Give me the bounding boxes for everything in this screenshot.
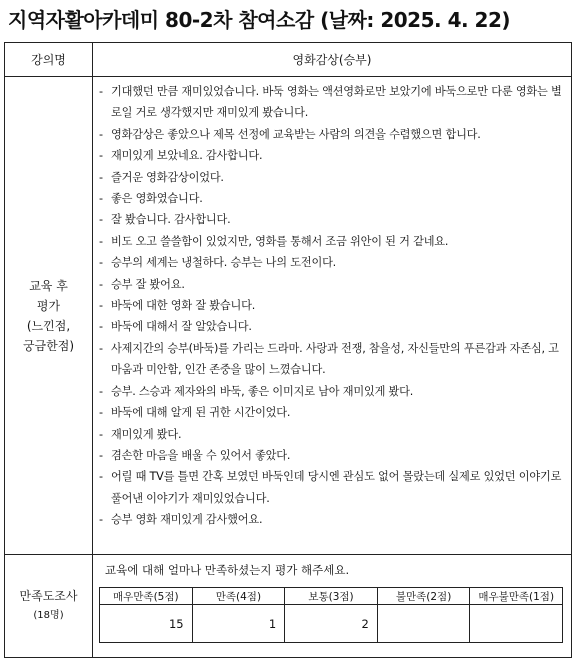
comment-item: - 좋은 영화였습니다. — [97, 188, 563, 209]
comments-label-line-1: 교육 후 — [29, 278, 68, 293]
comment-item: - 겸손한 마음을 배울 수 있어서 좋았다. — [97, 445, 563, 466]
comments-label — [5, 77, 93, 555]
rating-value: 15 — [100, 605, 193, 643]
survey-count: (18명) — [33, 610, 64, 621]
comment-item: - 즐거운 영화감상이었다. — [97, 167, 563, 188]
comment-item: - 승부 영화 재미있게 감사했어요. — [97, 509, 563, 530]
rating-value — [377, 605, 470, 643]
comment-item: - 재미있게 보았네요. 감사합니다. — [97, 145, 563, 166]
comment-item: - 기대했던 만큼 재미있었습니다. 바둑 영화는 액션영화로만 보았기에 바둑으로만 다룬 영화는 별로일 거로 생각했지만 재미있게 봤습니다. — [97, 81, 563, 124]
comment-item: - 영화감상은 좋았으나 제목 선정에 교육받는 사람의 의견을 수렴했으면 합니다. — [97, 124, 563, 145]
rating-header: 매우만족(5점) — [100, 588, 193, 605]
comment-item: - 사제지간의 승부(바둑)를 가리는 드라마. 사랑과 전쟁, 참을성, 자신들만의 푸른감과 자존심, 고마움과 미안함, 인간 존중을 많이 느꼈습니다. — [97, 338, 563, 381]
survey-question: 교육에 대해 얼마나 만족하셨는지 평가 해주세요. — [105, 563, 350, 577]
comment-item: - 승부의 세계는 냉철하다. 승부는 나의 도전이다. — [97, 252, 563, 273]
rating-value: 1 — [192, 605, 285, 643]
ratings-value-row — [100, 605, 563, 643]
page-title: 지역자활아카데미 80-2차 참여소감 (날짜: 2025. 4. 22) — [8, 8, 511, 32]
movie-title-header: 영화감상(승부) — [93, 43, 572, 77]
rating-header: 만족(4점) — [192, 588, 285, 605]
comment-item: - 승부 잘 봤어요. — [97, 274, 563, 295]
comment-item: - 재미있게 봤다. — [97, 424, 563, 445]
rating-value — [470, 605, 563, 643]
ratings-header-row — [100, 588, 563, 605]
comment-item: - 비도 오고 쓸쓸함이 있었지만, 영화를 통해서 조금 위안이 된 거 같네요. — [97, 231, 563, 252]
rating-header: 불만족(2점) — [377, 588, 470, 605]
comment-item: - 바둑에 대한 영화 잘 봤습니다. — [97, 295, 563, 316]
comments-label-line-3: (느낀점, — [26, 318, 71, 333]
ratings-table — [99, 587, 563, 643]
comment-item: - 바둑에 대해서 잘 알았습니다. — [97, 316, 563, 337]
comments-label-line-2: 평가 — [36, 298, 61, 313]
rating-value: 2 — [285, 605, 378, 643]
comments-label-line-4: 궁금한점) — [22, 338, 75, 353]
evaluation-table — [4, 42, 572, 658]
lecture-name-header: 강의명 — [5, 43, 93, 77]
comment-item: - 승부. 스승과 제자와의 바둑, 좋은 이미지로 남아 재미있게 봤다. — [97, 381, 563, 402]
comment-item: - 바둑에 대해 알게 된 귀한 시간이었다. — [97, 402, 563, 423]
survey-label — [5, 555, 93, 658]
comments-cell — [93, 77, 572, 555]
comment-item: - 잘 봤습니다. 감사합니다. — [97, 209, 563, 230]
comment-list — [97, 81, 563, 531]
rating-header: 보통(3점) — [285, 588, 378, 605]
header-row — [5, 43, 572, 77]
survey-label-text: 만족도조사 — [19, 589, 78, 603]
survey-cell — [93, 555, 572, 658]
comments-row — [5, 77, 572, 555]
survey-row — [5, 555, 572, 658]
rating-header: 매우불만족(1점) — [470, 588, 563, 605]
comment-item: - 어릴 때 TV를 틀면 간혹 보였던 바둑인데 당시엔 관심도 없어 몰랐는데 실제로 있었던 이야기로 풀어낸 이야기가 재미있었습니다. — [97, 466, 563, 509]
